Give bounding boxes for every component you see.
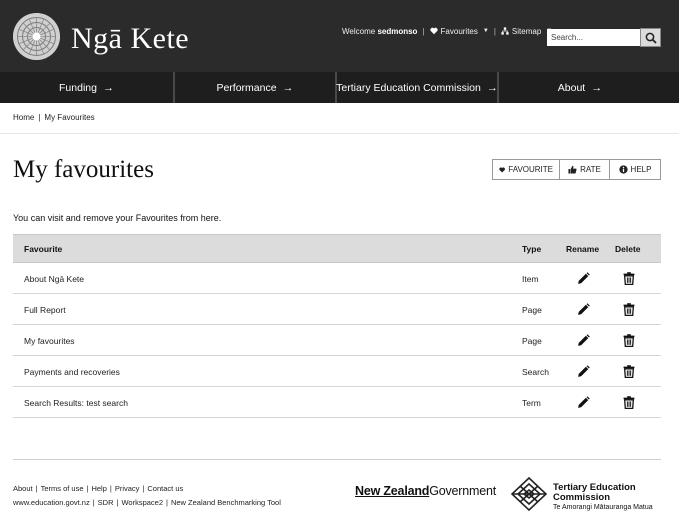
tec-line1: Tertiary Education (553, 482, 636, 493)
favourites-table (13, 234, 661, 418)
footer-links-primary (13, 484, 183, 493)
trash-icon[interactable] (622, 395, 636, 409)
tec-logo-icon[interactable] (510, 476, 548, 512)
sitemap-icon (501, 27, 509, 35)
table-row (13, 356, 661, 387)
site-logo-icon[interactable] (13, 13, 60, 60)
nav-item-tec[interactable] (337, 72, 499, 103)
toolbar-separator: | (493, 26, 496, 36)
footer-divider (13, 459, 661, 460)
favourite-type: Item (522, 274, 539, 284)
favourite-button[interactable] (493, 160, 560, 179)
trash-icon[interactable] (622, 271, 636, 285)
intro-text: You can visit and remove your Favourites from here. (13, 213, 222, 223)
footer-separator: | (86, 484, 89, 493)
page-actions (492, 159, 661, 180)
favourite-label: FAVOURITE (508, 165, 553, 174)
favourites-menu[interactable] (430, 27, 489, 36)
breadcrumb-current: My Favourites (44, 113, 95, 122)
column-header-favourite: Favourite (24, 244, 63, 254)
footer-link-about[interactable]: About (13, 484, 33, 493)
trash-icon[interactable] (622, 302, 636, 316)
tec-line2: Commission (553, 492, 611, 503)
favourite-name-link[interactable]: Payments and recoveries (24, 367, 120, 377)
favourite-type: Term (522, 398, 541, 408)
nav-label: About (557, 81, 586, 94)
site-title[interactable]: Ngā Kete (71, 22, 190, 55)
nz-government-logo[interactable] (355, 484, 496, 498)
favourite-name-link[interactable]: Full Report (24, 305, 66, 315)
sitemap-menu[interactable] (501, 27, 552, 36)
search-icon (645, 32, 657, 44)
footer-separator: | (166, 498, 168, 507)
nav-label: Performance (216, 81, 277, 94)
trash-icon[interactable] (622, 364, 636, 378)
pencil-icon[interactable] (576, 364, 590, 378)
nav-label: Funding (59, 81, 97, 94)
footer-link-help[interactable]: Help (91, 484, 107, 493)
table-row (13, 387, 661, 418)
welcome-text: Welcome (342, 26, 376, 36)
table-header (13, 234, 661, 263)
footer-link-workspace2[interactable]: Workspace2 (121, 498, 164, 507)
favourite-name-link[interactable]: About Ngā Kete (24, 274, 85, 284)
footer-links-secondary (13, 498, 281, 507)
search-input[interactable] (547, 29, 641, 46)
site-header (0, 0, 679, 72)
heart-icon (499, 166, 505, 174)
footer-link-privacy[interactable]: Privacy (114, 484, 140, 493)
favourites-label: Favourites (440, 26, 478, 36)
favourite-type: Page (522, 336, 542, 346)
footer-link-contact[interactable]: Contact us (147, 484, 184, 493)
breadcrumb-separator: | (38, 113, 41, 122)
nav-item-about[interactable] (499, 72, 661, 103)
footer-link-education[interactable]: www.education.govt.nz (13, 498, 90, 507)
caret-down-icon: ▼ (482, 28, 489, 34)
footer-link-sdr[interactable]: SDR (97, 498, 114, 507)
pencil-icon[interactable] (576, 333, 590, 347)
column-header-delete: Delete (615, 244, 641, 254)
search-button[interactable] (640, 28, 661, 47)
nav-item-performance[interactable] (175, 72, 337, 103)
favourite-name-link[interactable]: My favourites (24, 336, 75, 346)
footer-separator: | (92, 498, 95, 507)
help-label: HELP (630, 165, 652, 174)
toolbar-separator: | (422, 26, 425, 36)
info-icon (619, 165, 628, 174)
footer-link-benchmarking[interactable]: New Zealand Benchmarking Tool (170, 498, 281, 507)
nav-item-funding[interactable] (0, 72, 175, 103)
thumbs-up-icon (568, 165, 577, 174)
tec-logo-text[interactable] (553, 483, 636, 503)
footer-link-terms[interactable]: Terms of use (40, 484, 84, 493)
pencil-icon[interactable] (576, 302, 590, 316)
arrow-right-icon: → (102, 81, 114, 94)
arrow-right-icon: → (591, 81, 603, 94)
arrow-right-icon: → (282, 81, 294, 94)
footer-separator: | (116, 498, 119, 507)
footer-separator: | (35, 484, 38, 493)
breadcrumb (13, 113, 95, 122)
footer-separator: | (142, 484, 145, 493)
arrow-right-icon: → (486, 81, 498, 94)
table-row (13, 294, 661, 325)
trash-icon[interactable] (622, 333, 636, 347)
footer-separator: | (109, 484, 112, 493)
heart-icon (430, 27, 438, 35)
nav-label: Tertiary Education Commission (336, 81, 481, 94)
page-title: My favourites (13, 156, 154, 183)
help-button[interactable] (610, 160, 660, 179)
nz-government-text-a: New Zealand (355, 484, 430, 498)
favourite-type: Page (522, 305, 542, 315)
tec-subtitle: Te Amorangi Mātauranga Matua (553, 504, 653, 511)
favourite-name-link[interactable]: Search Results: test search (24, 398, 128, 408)
rate-button[interactable] (560, 160, 610, 179)
column-header-rename: Rename (566, 244, 600, 254)
table-row (13, 325, 661, 356)
main-nav (0, 72, 679, 103)
username: sedmonso (377, 26, 418, 36)
nz-government-text-b: Government (429, 484, 496, 498)
rate-label: RATE (580, 165, 601, 174)
pencil-icon[interactable] (576, 271, 590, 285)
favourite-type: Search (522, 367, 549, 377)
pencil-icon[interactable] (576, 395, 590, 409)
breadcrumb-home[interactable]: Home (13, 113, 35, 122)
divider (0, 133, 679, 134)
column-header-type: Type (522, 244, 542, 254)
user-toolbar (342, 25, 552, 37)
sitemap-label: Sitemap (511, 26, 542, 36)
table-row (13, 263, 661, 294)
